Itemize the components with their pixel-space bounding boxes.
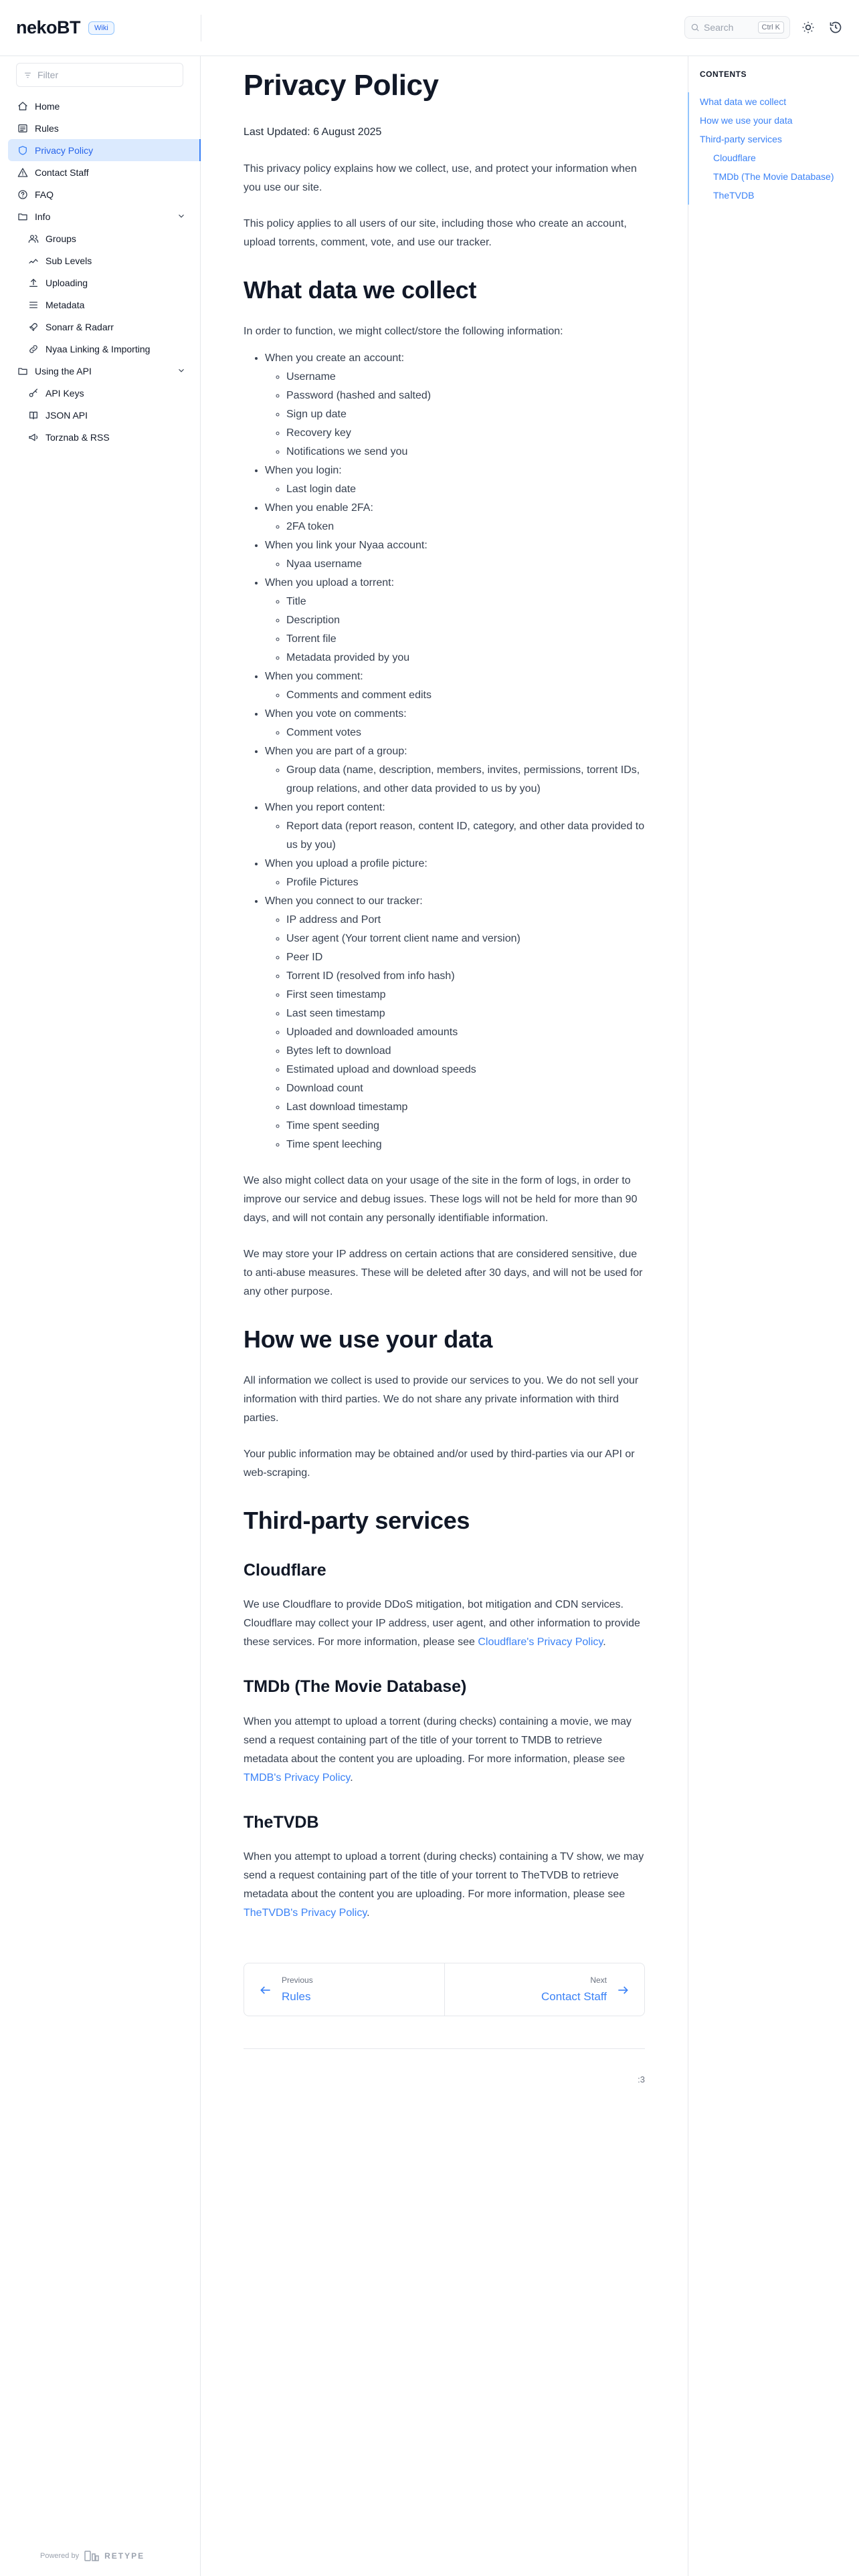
collect-item: ◦ Sign up date [286,405,645,424]
footer-mark: :3 [638,2074,645,2085]
collect-sublist [265,518,645,536]
collect-group [265,742,645,798]
collect-group [265,667,645,705]
search-box[interactable] [684,16,790,39]
upload-icon [28,278,39,288]
sidebar-item-label: Uploading [45,277,88,288]
sidebar-item-torznab-rss[interactable] [8,426,201,448]
collect-group [265,499,645,536]
collect-group-label: When you create an account: [265,352,405,364]
heading-tmdb: TMDb (The Movie Database) [244,1677,467,1697]
collect-sublist [265,686,645,705]
toc-link-what-data[interactable]: What data we collect [700,96,787,107]
megaphone-icon [28,432,39,443]
collect-sublist [265,593,645,667]
sidebar-item-label: Torznab & RSS [45,431,110,443]
table-of-contents [700,70,847,205]
sidebar-item-groups[interactable] [8,227,201,249]
collect-item: ◦ Time spent leeching [286,1136,645,1154]
use-paragraph-2: Your public information may be obtained and/or used by third-parties via our API or web-scraping. [244,1448,635,1479]
collect-group-label: When you connect to our tracker: [265,895,423,907]
toc-list [700,92,847,205]
previous-page-link[interactable] [244,1963,444,2016]
intro-paragraph-1: This privacy policy explains how we collect, use, and protect your information when you use our site. [244,163,637,193]
chevron-down-icon[interactable] [177,366,186,375]
main-content [244,56,645,2084]
collect-item: ◦ Description [286,611,645,630]
sidebar-item-label: Rules [35,122,59,134]
search-icon [690,23,700,32]
toc-link-third-party[interactable]: Third-party services [700,134,782,144]
collect-group-label: When you are part of a group: [265,745,407,757]
levels-icon [28,255,39,266]
users-icon [28,233,39,244]
collect-item: ◦ Profile Pictures [286,873,645,892]
history-icon [829,21,842,34]
collect-item: ◦ Report data (report reason, content ID, category, and other data provided to us by you) [286,817,645,855]
sidebar-item-label: Metadata [45,299,85,310]
toc-link-tmdb[interactable]: TMDb (The Movie Database) [713,171,834,182]
collect-item: ◦ Recovery key [286,424,645,443]
ip-paragraph: We may store your IP address on certain actions that are considered sensitive, due to anti-abuse measures. These will be deleted after 30 days, and will not be used for any other purpose. [244,1248,643,1297]
sidebar-item-sub-levels[interactable] [8,249,201,272]
sidebar-item-label: Home [35,100,60,112]
collect-group [265,798,645,855]
collect-item: ◦ Comment votes [286,724,645,742]
top-header [0,0,859,56]
collect-sublist [265,724,645,742]
next-page-link[interactable] [444,1963,645,2016]
cloudflare-paragraph [244,1596,645,1652]
collect-item: ◦ Time spent seeding [286,1117,645,1136]
arrow-left-icon [259,1983,272,1997]
sidebar-item-label: Info [35,211,51,222]
powered-by-brand: RETYPE [104,2551,145,2561]
list-icon [28,300,39,310]
filter-placeholder: Filter [37,70,59,80]
collect-group-label: When you upload a profile picture: [265,857,427,869]
page-pager [244,1963,645,2016]
sidebar-item-label: Using the API [35,365,92,377]
collect-item: ◦ Comments and comment edits [286,686,645,705]
brand-name[interactable]: nekoBT [16,17,81,37]
home-icon [17,101,28,112]
collect-item: ◦ Last seen timestamp [286,1004,645,1023]
collect-group-label: When you report content: [265,801,385,813]
collect-item: ◦ Last download timestamp [286,1098,645,1117]
sidebar-item-label: JSON API [45,409,88,421]
collect-group-label: When you login: [265,464,342,476]
footer-divider [244,2048,645,2049]
collect-group [265,892,645,1154]
sidebar-item-uploading[interactable] [8,272,201,294]
sidebar-item-nyaa-linking-importing[interactable] [8,338,201,360]
search-placeholder: Search [704,22,734,33]
sidebar-item-json-api[interactable] [8,404,201,426]
thetvdb-text: When you attempt to upload a torrent (during checks) containing a TV show, we may send a request containing part of the title of your torrent to TheTVDB to retrieve metadata about the content you are uploading. For more information, please see [244,1851,644,1901]
tmdb-privacy-link[interactable]: TMDB's Privacy Policy [244,1772,351,1784]
tmdb-paragraph [244,1713,645,1788]
previous-label: Previous [282,1975,313,1985]
collect-group-label: When you enable 2FA: [265,502,373,514]
section-heading-third-party: Third-party services [244,1506,470,1534]
toc-link-cloudflare[interactable]: Cloudflare [713,152,756,163]
cloudflare-period: . [603,1636,606,1648]
collect-item: ◦ Username [286,368,645,387]
collect-item: ◦ 2FA token [286,518,645,536]
cloudflare-text: We use Cloudflare to provide DDoS mitigation, bot mitigation and CDN services. Cloudflare may collect your IP address, user agent, and other information to provide these services. For more information, please see [244,1599,640,1648]
sidebar-item-home[interactable] [8,95,201,117]
use-paragraph-1: All information we collect is used to provide our services to you. We do not sell your information with third parties. We do not share any private information with third parties. [244,1374,639,1424]
collect-group [265,349,645,461]
sidebar-item-sonarr-radarr[interactable] [8,316,201,338]
collect-group [265,574,645,667]
toc-link-thetvdb[interactable]: TheTVDB [713,190,755,201]
collect-sublist [265,817,645,855]
collect-sublist [265,761,645,798]
sidebar-item-info[interactable] [8,205,201,227]
collect-group [265,536,645,574]
collect-group-label: When you link your Nyaa account: [265,539,427,551]
brand[interactable] [16,17,114,38]
collect-sublist [265,480,645,499]
collect-item: ◦ Torrent ID (resolved from info hash) [286,967,645,986]
chevron-down-icon[interactable] [177,211,186,221]
section-heading-what-data: What data we collect [244,276,477,304]
collect-group [265,855,645,892]
collect-sublist [265,873,645,892]
collect-item: ◦ Last login date [286,480,645,499]
folder-icon [17,366,28,377]
history-button[interactable] [827,19,844,36]
sidebar-item-label: API Keys [45,387,84,399]
sidebar-item-label: Privacy Policy [35,144,94,156]
page-title: Privacy Policy [244,69,439,102]
collect-list [244,349,645,1154]
search-shortcut: Ctrl K [758,21,785,33]
collect-group [265,461,645,499]
thetvdb-paragraph [244,1848,645,1923]
collect-sublist [265,368,645,461]
tmdb-period: . [350,1772,353,1784]
sidebar-item-rules[interactable] [8,117,201,139]
heading-cloudflare: Cloudflare [244,1560,326,1580]
sidebar-nav [8,95,201,448]
arrow-right-icon [616,1983,630,1997]
collect-group-label: When you upload a torrent: [265,576,395,588]
folder-icon [17,211,28,222]
collect-item: ◦ Notifications we send you [286,443,645,461]
next-title: Contact Staff [541,1990,607,2004]
sidebar-item-label: Nyaa Linking & Importing [45,343,151,354]
section-heading-how-we-use: How we use your data [244,1325,493,1353]
sidebar-item-metadata[interactable] [8,294,201,316]
sidebar-item-label: Contact Staff [35,167,89,178]
thetvdb-period: . [367,1907,370,1919]
collect-item: ◦ Title [286,593,645,611]
sun-icon [801,21,815,34]
powered-by[interactable] [40,2551,145,2561]
collect-group [265,705,645,742]
collect-sublist [265,911,645,1154]
retype-logo-icon [84,2551,99,2561]
sidebar-item-label: Sonarr & Radarr [45,321,114,332]
filter-icon [23,71,32,80]
help-icon [17,189,28,200]
theme-toggle-button[interactable] [799,19,817,36]
sidebar [0,56,201,2576]
collect-item: ◦ Password (hashed and salted) [286,387,645,405]
collect-intro: In order to function, we might collect/store the following information: [244,325,563,337]
sidebar-item-privacy-policy[interactable] [8,139,201,161]
filter-input[interactable] [16,63,183,87]
sidebar-item-using-the-api[interactable] [8,360,201,382]
sidebar-item-label: Sub Levels [45,255,92,266]
rocket-icon [28,322,39,332]
alert-icon [17,167,28,178]
sidebar-item-contact-staff[interactable] [8,161,201,183]
collect-item: ◦ Torrent file [286,630,645,649]
collect-item: ◦ Bytes left to download [286,1042,645,1061]
heading-thetvdb: TheTVDB [244,1812,319,1832]
collect-group-label: When you vote on comments: [265,708,407,720]
last-updated: Last Updated: 6 August 2025 [244,126,382,138]
collect-group-label: When you comment: [265,670,363,682]
toc-active-line [688,92,689,205]
sidebar-item-api-keys[interactable] [8,382,201,404]
link-icon [28,344,39,354]
key-icon [28,388,39,399]
sidebar-item-faq[interactable] [8,183,201,205]
cloudflare-privacy-link[interactable]: Cloudflare's Privacy Policy [478,1636,603,1648]
collect-item: ◦ User agent (Your torrent client name and version) [286,930,645,948]
collect-item: ◦ Estimated upload and download speeds [286,1061,645,1079]
powered-by-label: Powered by [40,2552,80,2560]
wiki-badge: Wiki [88,21,114,35]
sidebar-item-label: Groups [45,233,76,244]
privacy-icon [17,145,28,156]
collect-item: ◦ Nyaa username [286,555,645,574]
previous-title: Rules [282,1990,311,2004]
collect-item: ◦ Peer ID [286,948,645,967]
collect-item: ◦ IP address and Port [286,911,645,930]
collect-item: ◦ Uploaded and downloaded amounts [286,1023,645,1042]
toc-heading: CONTENTS [700,70,747,79]
collect-item: ◦ Metadata provided by you [286,649,645,667]
collect-item: ◦ Group data (name, description, members, invites, permissions, torrent IDs, group relations, and other data provided to us by you) [286,761,645,798]
book-icon [28,410,39,421]
thetvdb-privacy-link[interactable]: TheTVDB's Privacy Policy [244,1907,367,1919]
collect-item: ◦ First seen timestamp [286,986,645,1004]
next-label: Next [590,1975,607,1985]
collect-sublist [265,555,645,574]
collect-item: ◦ Download count [286,1079,645,1098]
logs-paragraph: We also might collect data on your usage of the site in the form of logs, in order to improve our service and debug issues. These logs will not be held for more than 90 days, and will not contain any personally identifiable information. [244,1174,638,1224]
intro-paragraph-2: This policy applies to all users of our site, including those who create an account, upload torrents, comment, vote, and use our tracker. [244,217,627,248]
toc-link-how-we-use[interactable]: How we use your data [700,115,793,126]
rules-icon [17,123,28,134]
tmdb-text: When you attempt to upload a torrent (during checks) containing a movie, we may send a request containing part of the title of your torrent to TMDB to retrieve metadata about the content you are uploading. For more information, please see [244,1715,632,1765]
sidebar-item-label: FAQ [35,189,54,200]
